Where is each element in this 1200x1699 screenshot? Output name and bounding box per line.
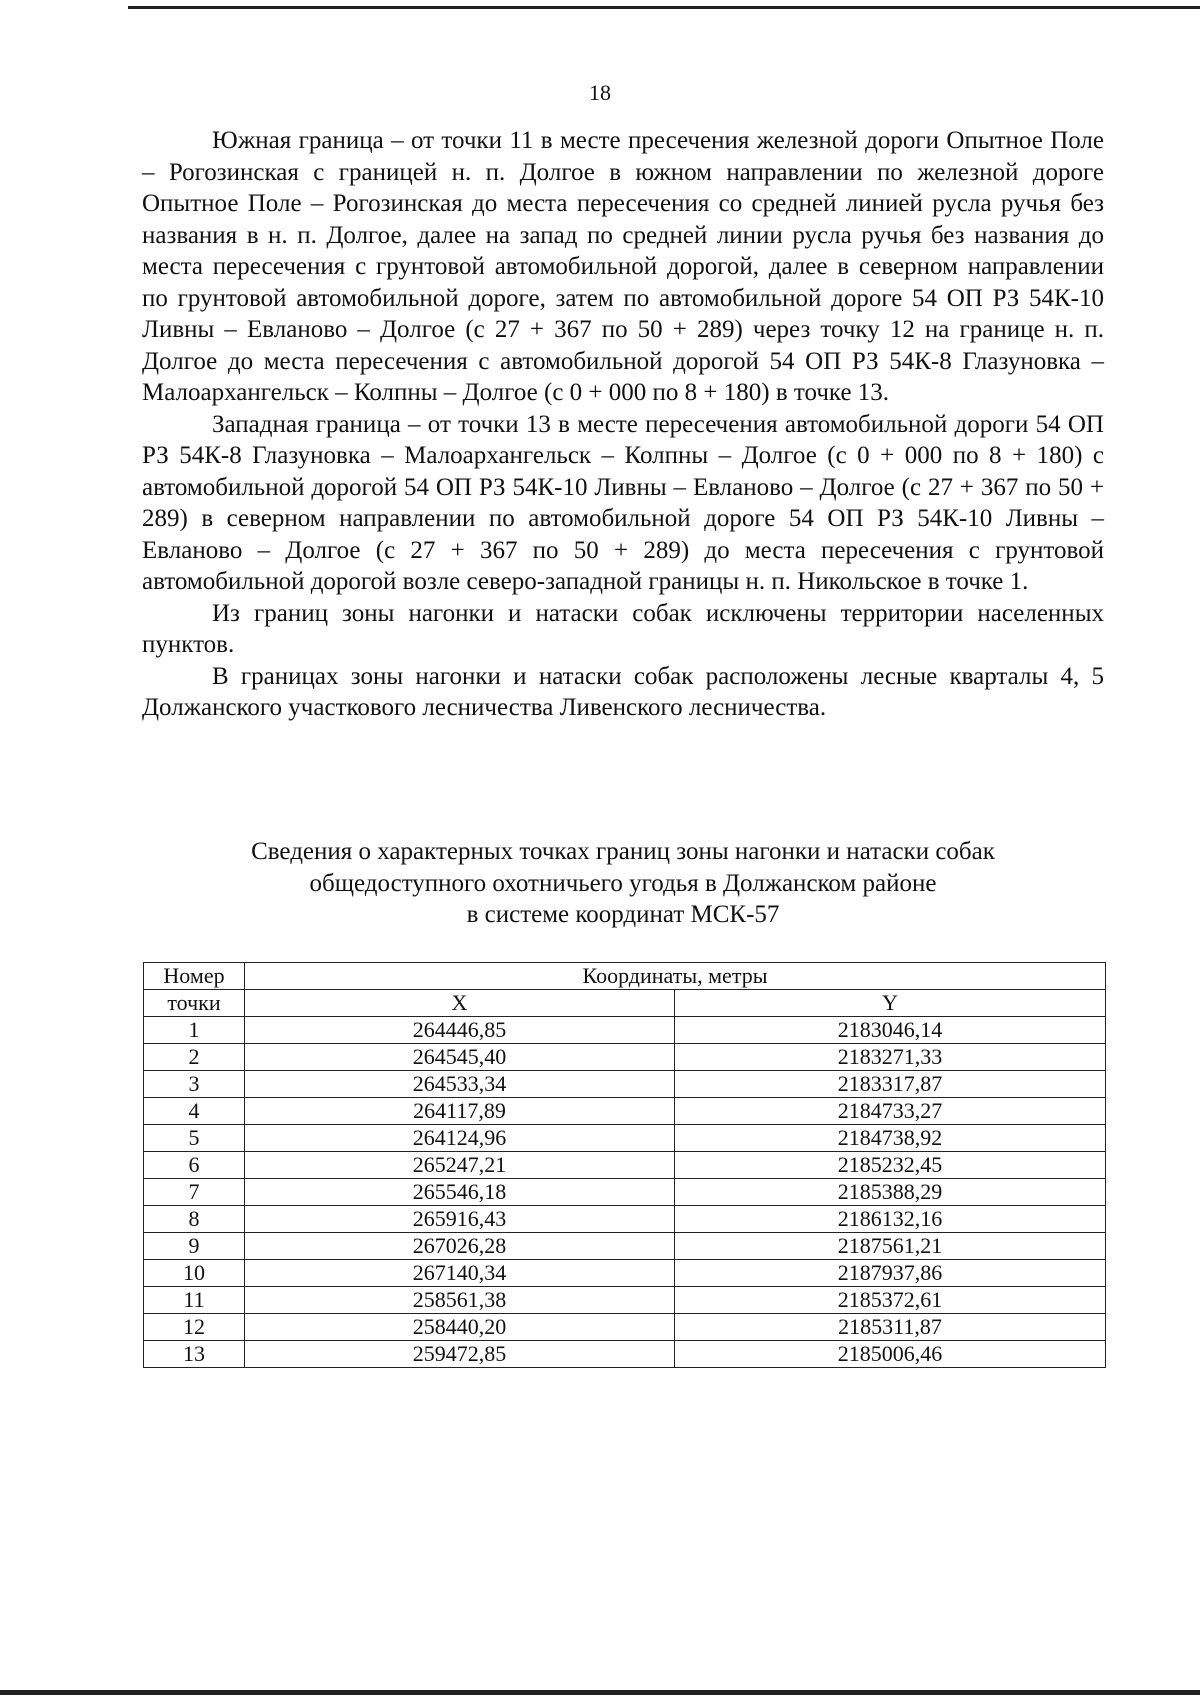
cell-point-number: 8 [144,1206,245,1233]
cell-y: 2185372,61 [675,1287,1106,1314]
cell-point-number: 9 [144,1233,245,1260]
paragraph-west-boundary: Западная граница – от точки 13 в месте пересечения автомобильной дороги 54 ОП РЗ 54К-8 Глазуновка – Малоархангельск – Колпны – Долгое (с 0 + 000 по 8 + 180) с автомобильной дорогой 54 ОП РЗ 54К-10 Ливны – Евланово – Долгое (с 27 + 367 по 50 + 289) в северном направлении по автомобильной дороге 54 ОП РЗ 54К-10 Ливны – Евланово – Долгое (с 27 + 367 по 50 + 289) до места пересечения с грунтовой автомобильной дорогой возле северо-западной границы н. п. Никольское в точке 1. [142,410,1104,595]
table-header-row-1 [144,963,1106,990]
table-row [144,1125,1106,1152]
cell-x: 264124,96 [245,1125,675,1152]
cell-point-number: 6 [144,1152,245,1179]
paragraph-south-boundary: Южная граница – от точки 11 в месте пресечения железной дороги Опытное Поле – Рогозинская с границей н. п. Долгое в южном направлении по железной дороге Опытное Поле – Рогозинская до места пересечения со средней линией русла ручья без названия в н. п. Долгое, далее на запад по средней линии русла ручья без названия до места пересечения с грунтовой автомобильной дорогой, далее в северном направлении по грунтовой автомобильной дороге, затем по автомобильной дороге 54 ОП РЗ 54К-10 Ливны – Евланово – Долгое (с 27 + 367 по 50 + 289) через точку 12 на границе н. п. Долгое до места пересечения с автомобильной дорогой 54 ОП РЗ 54К-8 Глазуновка – Малоархангельск – Колпны – Долгое (с 0 + 000 по 8 + 180) в точке 13. [142,127,1104,406]
cell-x: 265546,18 [245,1179,675,1206]
cell-x: 264533,34 [245,1071,675,1098]
header-coordinates: Координаты, метры [245,963,1106,990]
header-x: X [245,990,675,1017]
table-title-line-2: общедоступного охотничьего угодья в Должанском районе [309,869,937,897]
coordinates-table [143,962,1106,1368]
paragraph-forest-quarters: В границах зоны нагонки и натаски собак расположены лесные кварталы 4, 5 Должанского участкового лесничества Ливенского лесничества. [142,662,1104,721]
table-row [144,1260,1106,1287]
cell-y: 2183046,14 [675,1017,1106,1044]
cell-point-number: 2 [144,1044,245,1071]
cell-y: 2184738,92 [675,1125,1106,1152]
table-row [144,1179,1106,1206]
cell-x: 265247,21 [245,1152,675,1179]
cell-x: 267026,28 [245,1233,675,1260]
cell-y: 2187937,86 [675,1260,1106,1287]
cell-point-number: 5 [144,1125,245,1152]
table-body [144,1017,1106,1368]
cell-y: 2183317,87 [675,1071,1106,1098]
table-row [144,1206,1106,1233]
cell-x: 264117,89 [245,1098,675,1125]
cell-x: 264446,85 [245,1017,675,1044]
header-y: Y [675,990,1106,1017]
cell-y: 2185006,46 [675,1341,1106,1368]
table-row [144,1233,1106,1260]
cell-point-number: 12 [144,1314,245,1341]
header-point-number-line-2: точки [144,990,245,1017]
table-title-line-3: в системе координат МСК-57 [466,901,780,928]
table-row [144,1071,1106,1098]
table-title [142,836,1104,931]
header-point-number: Номер [144,963,245,990]
cell-y: 2185311,87 [675,1314,1106,1341]
cell-y: 2184733,27 [675,1098,1106,1125]
table-row [144,1287,1106,1314]
table-header-row-2 [144,990,1106,1017]
cell-x: 265916,43 [245,1206,675,1233]
top-edge-line [128,6,1200,9]
bottom-edge-line [0,1690,1200,1695]
cell-y: 2185388,29 [675,1179,1106,1206]
page-number: 18 [589,80,611,105]
cell-x: 258561,38 [245,1287,675,1314]
table-row [144,1152,1106,1179]
cell-point-number: 11 [144,1287,245,1314]
table-row [144,1341,1106,1368]
cell-point-number: 13 [144,1341,245,1368]
table-title-line-1: Сведения о характерных точках границ зоны нагонки и натаски собак [251,838,995,865]
cell-y: 2183271,33 [675,1044,1106,1071]
table-row [144,1314,1106,1341]
cell-y: 2185232,45 [675,1152,1106,1179]
cell-point-number: 1 [144,1017,245,1044]
cell-point-number: 10 [144,1260,245,1287]
body-text [142,125,1104,724]
cell-y: 2187561,21 [675,1233,1106,1260]
cell-y: 2186132,16 [675,1206,1106,1233]
cell-x: 259472,85 [245,1341,675,1368]
paragraph-exclusions: Из границ зоны нагонки и натаски собак исключены территории населенных пунктов. [142,599,1104,658]
cell-point-number: 7 [144,1179,245,1206]
table-row [144,1044,1106,1071]
table-row [144,1098,1106,1125]
cell-x: 267140,34 [245,1260,675,1287]
cell-x: 264545,40 [245,1044,675,1071]
cell-x: 258440,20 [245,1314,675,1341]
cell-point-number: 3 [144,1071,245,1098]
table-row [144,1017,1106,1044]
cell-point-number: 4 [144,1098,245,1125]
